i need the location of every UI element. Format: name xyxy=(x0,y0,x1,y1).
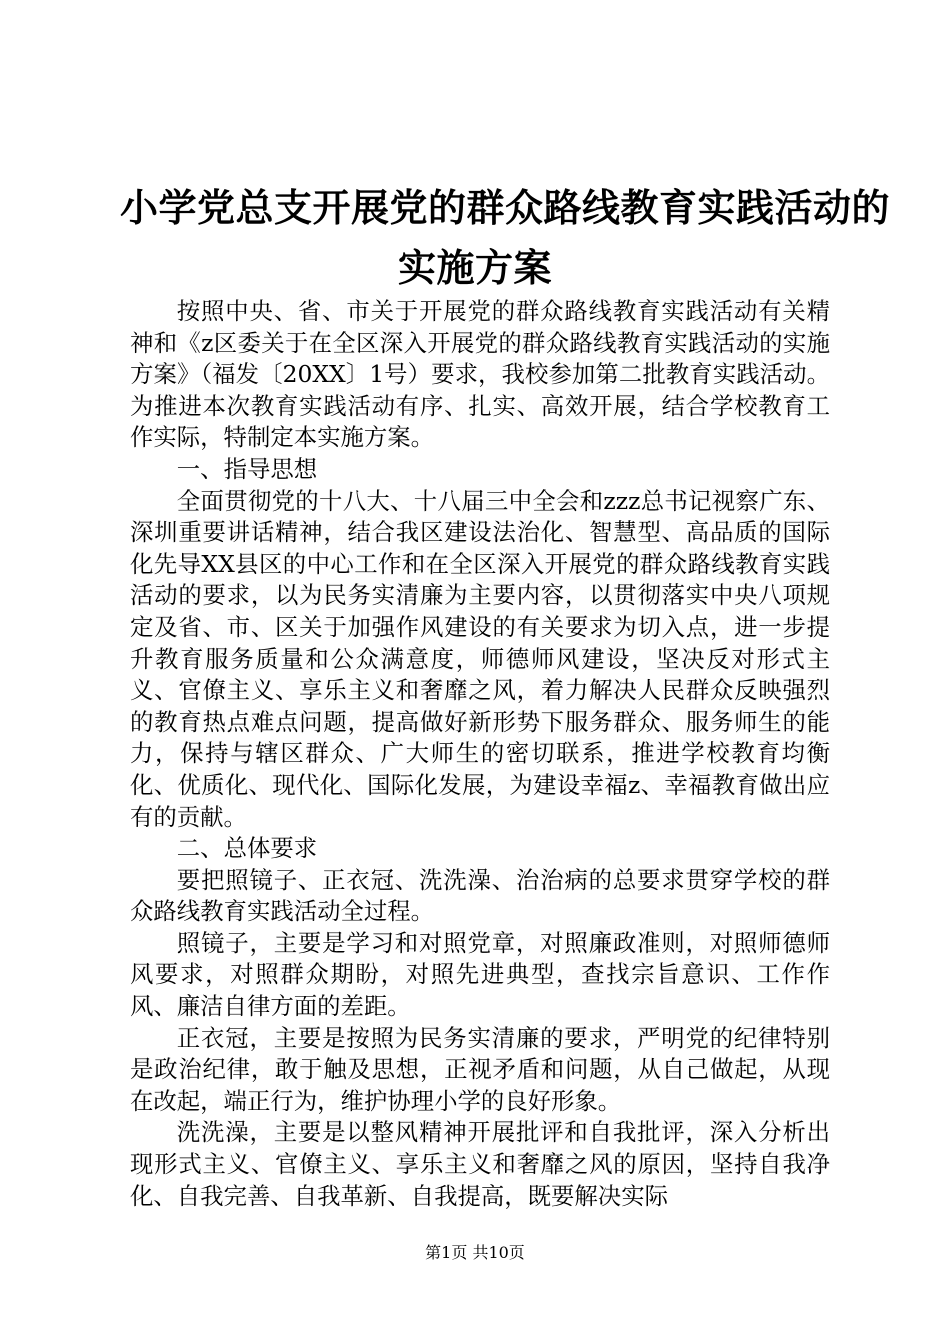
document-body xyxy=(130,296,830,1212)
section-heading-guiding-thought: 一、指导思想 xyxy=(176,454,318,483)
document-title-line-2: 实施方案 xyxy=(397,246,552,290)
paragraph-bath: 洗洗澡，主要是以整风精神开展批评和自我批评，深入分析出现形式主义、官僚主义、享乐主义和奢靡之风的原因，坚持自我净化、自我完善、自我革新、自我提高，既要解决实际 xyxy=(130,1118,830,1210)
paragraph-mirror: 照镜子，主要是学习和对照党章，对照廉政准则，对照师德师风要求，对照群众期盼，对照先进典型，查找宗旨意识、工作作风、廉洁自律方面的差距。 xyxy=(130,928,830,1021)
section-heading-general-requirements: 二、总体要求 xyxy=(176,834,318,863)
document-title-line-1: 小学党总支开展党的群众路线教育实践活动的 xyxy=(120,186,891,230)
page-number-footer: 第1页 共10页 xyxy=(425,1243,525,1262)
paragraph-intro: 按照中央、省、市关于开展党的群众路线教育实践活动有关精神和《z区委关于在全区深入开展党的群众路线教育实践活动的实施方案》（福发〔20XX〕1号）要求，我校参加第二批教育实践活动。为推进本次教育实践活动有序、扎实、高效开展，结合学校教育工作实际，特制定本实施方案。 xyxy=(130,297,830,452)
paragraph-dress: 正衣冠，主要是按照为民务实清廉的要求，严明党的纪律特别是政治纪律，敢于触及思想，正视矛盾和问题，从自己做起，从现在改起，端正行为，维护协理小学的良好形象。 xyxy=(130,1023,830,1115)
paragraph-general-requirements: 要把照镜子、正衣冠、洗洗澡、治治病的总要求贯穿学校的群众路线教育实践活动全过程。 xyxy=(130,865,830,926)
paragraph-guiding-thought: 全面贯彻党的十八大、十八届三中全会和zzz总书记视察广东、深圳重要讲话精神，结合我区建设法治化、智慧型、高品质的国际化先导XX县区的中心工作和在全区深入开展党的群众路线教育实践活动的要求，以为民务实清廉为主要内容，以贯彻落实中央八项规定及省、市、区关于加强作风建设的有关要求为切入点，进一步提升教育服务质量和公众满意度，师德师风建设，坚决反对形式主义、官僚主义、享乐主义和奢靡之风，着力解决人民群众反映强烈的教育热点难点问题，提高做好新形势下服务群众、服务师生的能力，保持与辖区群众、广大师生的密切联系，推进学校教育均衡化、优质化、现代化、国际化发展，为建设幸福z、幸福教育做出应有的贡献。 xyxy=(130,486,830,831)
